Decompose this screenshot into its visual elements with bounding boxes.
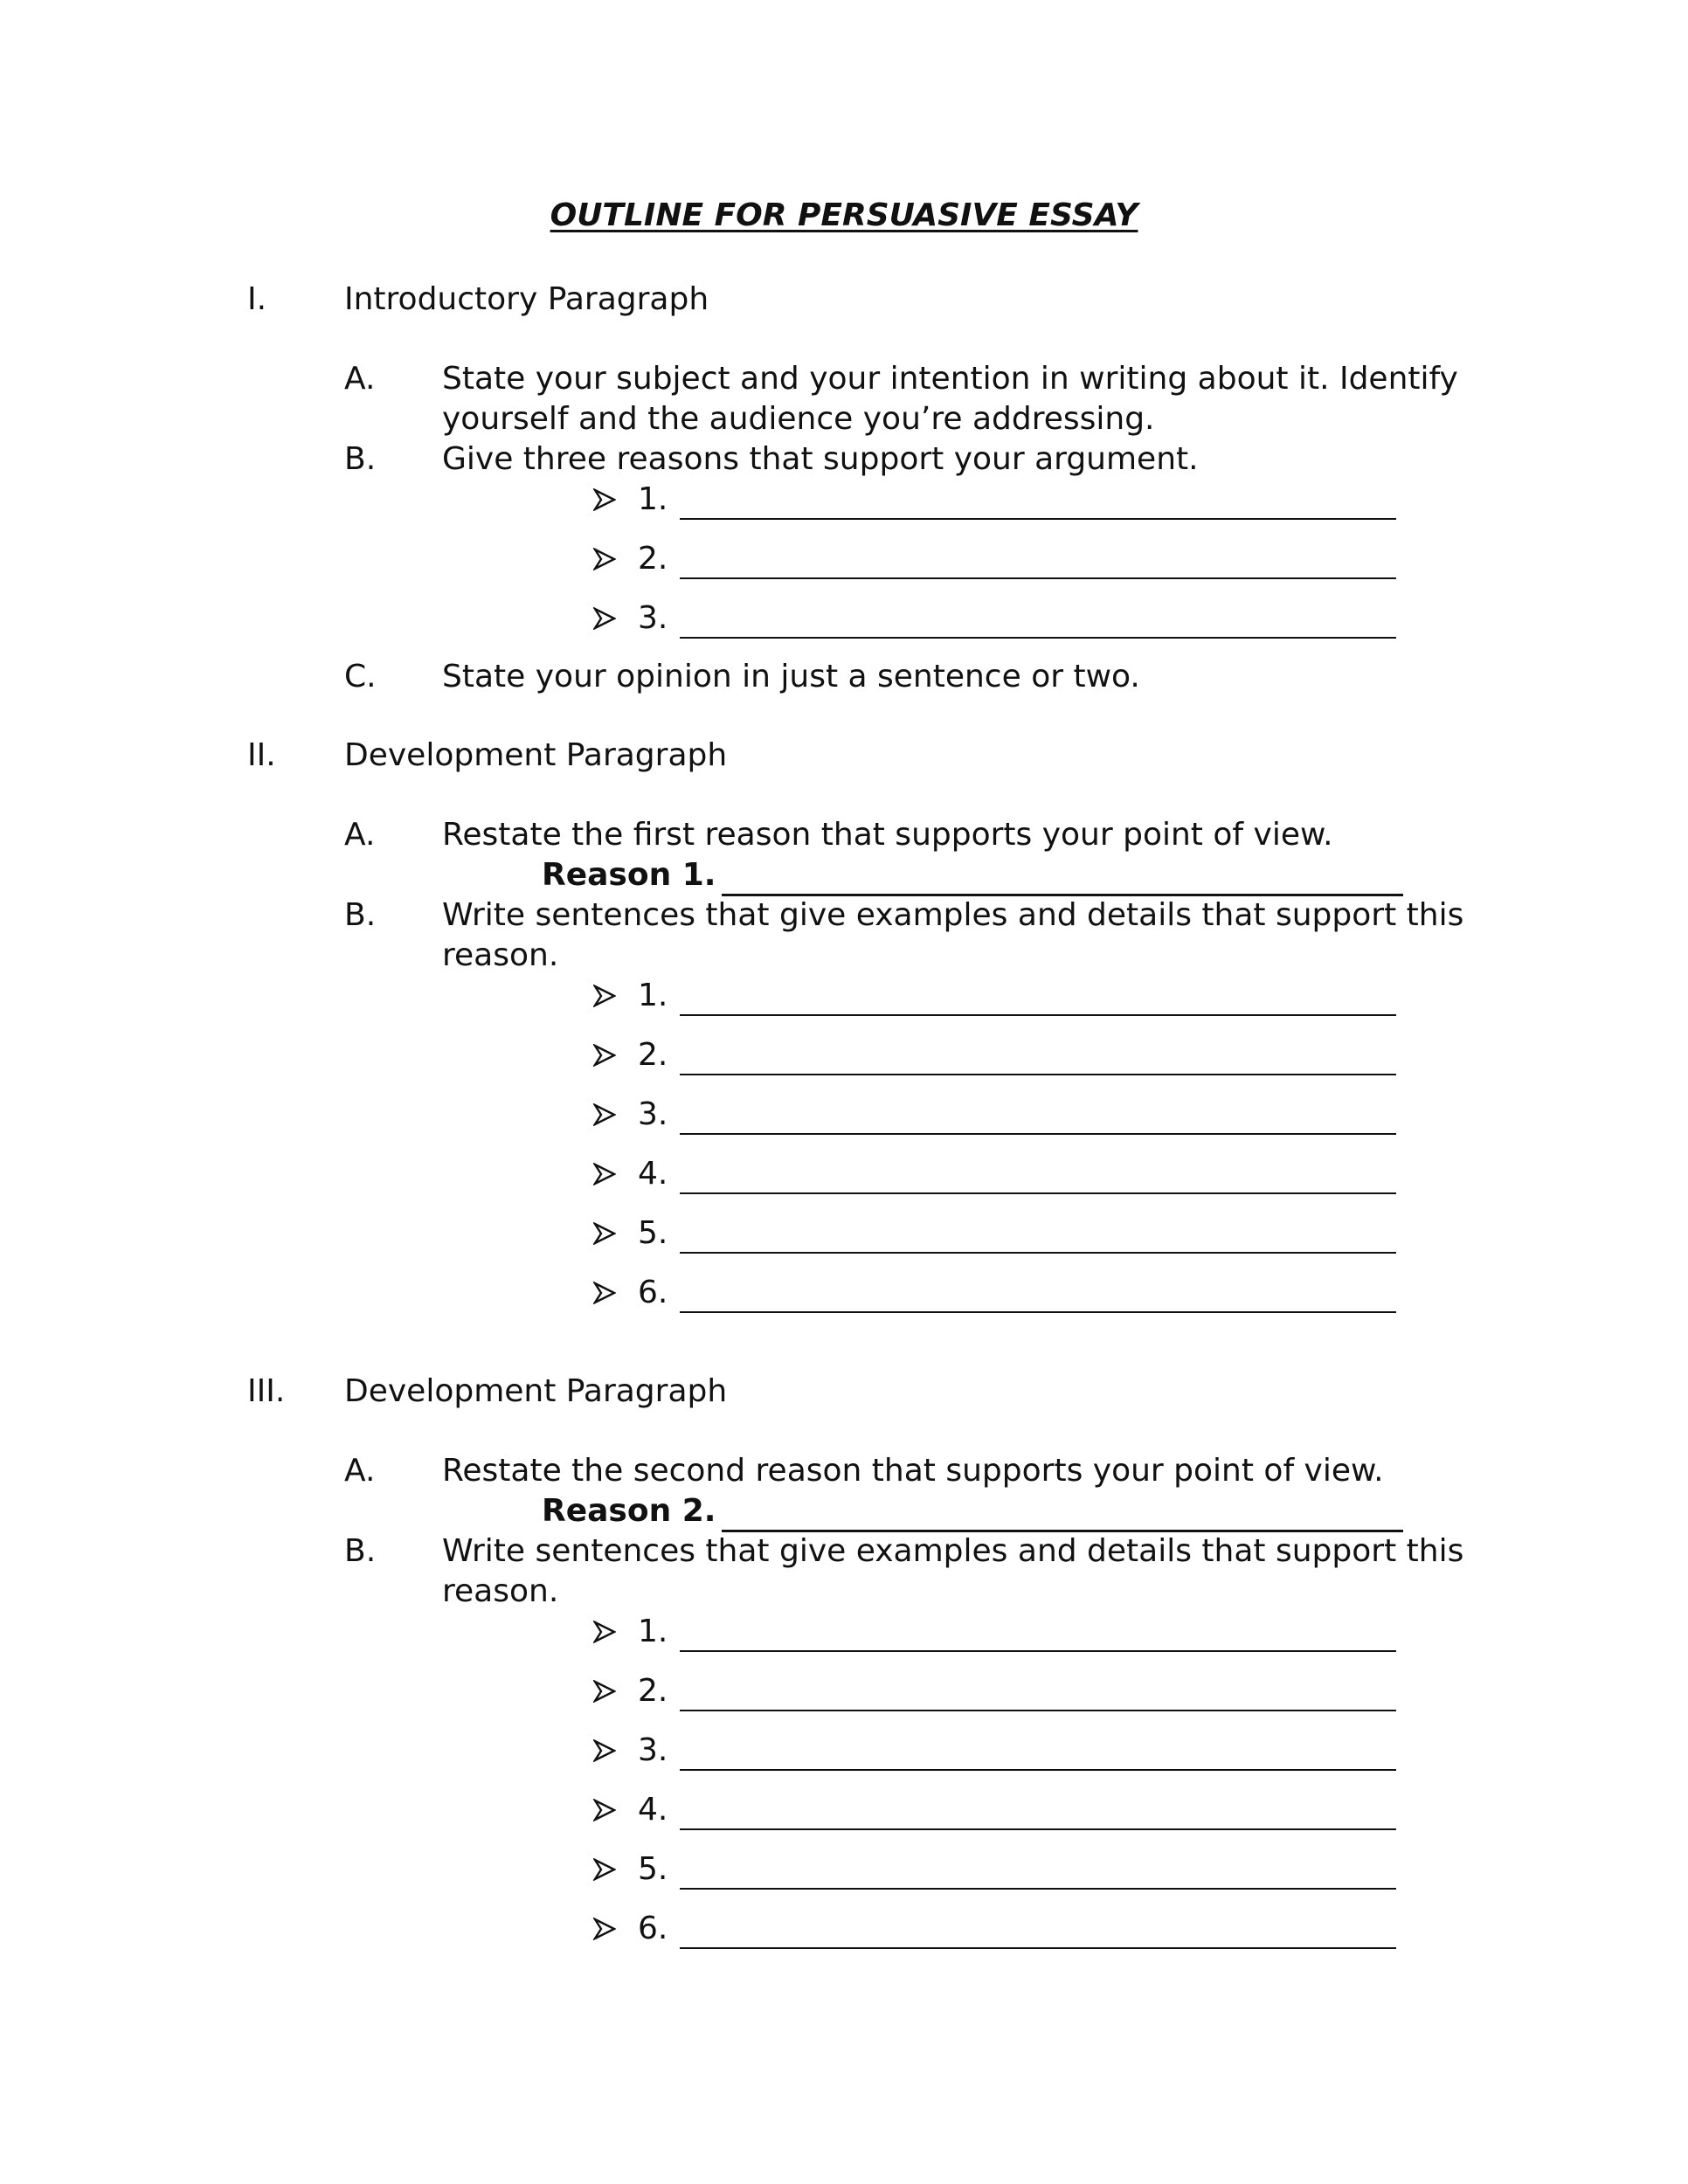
blank-number: 4. bbox=[638, 1792, 668, 1828]
section-1-item-c-letter: C. bbox=[344, 659, 377, 695]
reason-1-blank[interactable] bbox=[722, 855, 1403, 896]
reason-2-label: Reason 2. bbox=[542, 1493, 716, 1529]
answer-blank[interactable] bbox=[680, 480, 1396, 520]
section-2-heading: Development Paragraph bbox=[344, 737, 728, 773]
blank-number: 5. bbox=[638, 1851, 668, 1887]
section-1-numeral: I. bbox=[247, 281, 267, 317]
arrow-bullet-icon bbox=[593, 1790, 618, 1830]
arrow-bullet-icon bbox=[593, 1909, 618, 1949]
blank-number: 5. bbox=[638, 1215, 668, 1251]
blank-number: 2. bbox=[638, 1037, 668, 1073]
answer-blank[interactable] bbox=[680, 1095, 1396, 1135]
answer-blank[interactable] bbox=[680, 976, 1396, 1016]
answer-blank[interactable] bbox=[680, 1612, 1396, 1652]
section-1-heading: Introductory Paragraph bbox=[344, 281, 709, 317]
arrow-bullet-icon bbox=[593, 1273, 618, 1313]
section-3-item-b-line-2: reason. bbox=[442, 1573, 559, 1609]
reason-2-blank[interactable] bbox=[722, 1491, 1403, 1532]
blank-number: 2. bbox=[638, 1673, 668, 1709]
answer-blank[interactable] bbox=[680, 1849, 1396, 1890]
section-2-item-b-line-2: reason. bbox=[442, 937, 559, 973]
section-2-numeral: II. bbox=[247, 737, 276, 773]
answer-blank[interactable] bbox=[680, 1035, 1396, 1075]
answer-blank[interactable] bbox=[680, 1909, 1396, 1949]
section-1-item-c-line-1: State your opinion in just a sentence or two. bbox=[442, 659, 1140, 695]
arrow-bullet-icon bbox=[593, 539, 618, 579]
blank-number: 3. bbox=[638, 1096, 668, 1132]
arrow-bullet-icon bbox=[593, 480, 618, 520]
arrow-bullet-icon bbox=[593, 1731, 618, 1771]
answer-blank[interactable] bbox=[680, 598, 1396, 639]
section-3-item-a-line-1: Restate the second reason that supports your point of view. bbox=[442, 1453, 1384, 1489]
section-3-numeral: III. bbox=[247, 1373, 286, 1409]
section-1-item-b-line-1: Give three reasons that support your argument. bbox=[442, 441, 1199, 477]
answer-blank[interactable] bbox=[680, 1671, 1396, 1711]
section-2-item-a-line-1: Restate the first reason that supports your point of view. bbox=[442, 817, 1333, 853]
answer-blank[interactable] bbox=[680, 1731, 1396, 1771]
blank-number: 1. bbox=[638, 978, 668, 1013]
blank-number: 3. bbox=[638, 1732, 668, 1768]
section-3-heading: Development Paragraph bbox=[344, 1373, 728, 1409]
section-1-item-a-letter: A. bbox=[344, 361, 376, 397]
blank-number: 3. bbox=[638, 600, 668, 636]
section-1-item-a-line-2: yourself and the audience you’re addressing. bbox=[442, 401, 1155, 437]
answer-blank[interactable] bbox=[680, 539, 1396, 579]
answer-blank[interactable] bbox=[680, 1273, 1396, 1313]
section-3-item-a-letter: A. bbox=[344, 1453, 376, 1489]
arrow-bullet-icon bbox=[593, 1035, 618, 1075]
arrow-bullet-icon bbox=[593, 1154, 618, 1194]
section-2-item-b-line-1: Write sentences that give examples and details that support this bbox=[442, 897, 1464, 933]
answer-blank[interactable] bbox=[680, 1213, 1396, 1254]
arrow-bullet-icon bbox=[593, 1095, 618, 1135]
arrow-bullet-icon bbox=[593, 1612, 618, 1652]
arrow-bullet-icon bbox=[593, 976, 618, 1016]
arrow-bullet-icon bbox=[593, 1671, 618, 1711]
section-2-item-b-letter: B. bbox=[344, 897, 377, 933]
section-3-item-b-letter: B. bbox=[344, 1533, 377, 1569]
blank-number: 2. bbox=[638, 541, 668, 577]
blank-number: 4. bbox=[638, 1156, 668, 1192]
answer-blank[interactable] bbox=[680, 1154, 1396, 1194]
arrow-bullet-icon bbox=[593, 1213, 618, 1254]
answer-blank[interactable] bbox=[680, 1790, 1396, 1830]
section-1-item-a-line-1: State your subject and your intention in writing about it. Identify bbox=[442, 361, 1458, 397]
section-1-item-b-letter: B. bbox=[344, 441, 377, 477]
page-title: OUTLINE FOR PERSUASIVE ESSAY bbox=[550, 197, 1138, 233]
blank-number: 6. bbox=[638, 1911, 668, 1946]
arrow-bullet-icon bbox=[593, 1849, 618, 1890]
blank-number: 6. bbox=[638, 1275, 668, 1310]
blank-number: 1. bbox=[638, 1614, 668, 1649]
arrow-bullet-icon bbox=[593, 598, 618, 639]
section-3-item-b-line-1: Write sentences that give examples and details that support this bbox=[442, 1533, 1464, 1569]
blank-number: 1. bbox=[638, 481, 668, 517]
section-2-item-a-letter: A. bbox=[344, 817, 376, 853]
reason-1-label: Reason 1. bbox=[542, 857, 716, 893]
